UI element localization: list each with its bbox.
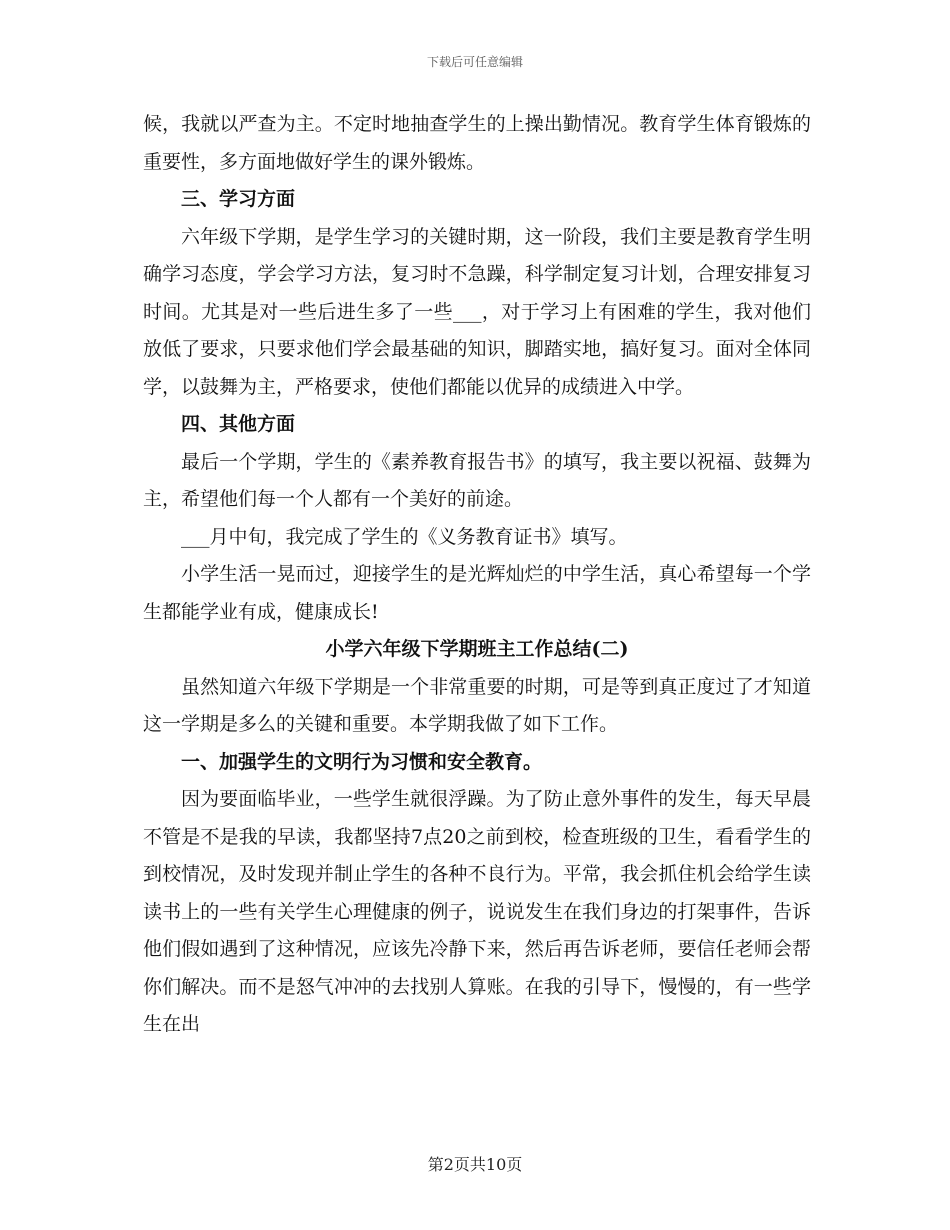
section-heading-other: 四、其他方面	[181, 413, 296, 435]
paragraph: 小学生活一晃而过，迎接学生的是光辉灿烂的中学生活，真心希望每一个学生都能学业有成，健康成长!	[143, 563, 811, 623]
paragraph: 候，我就以严查为主。不定时地抽查学生的上操出勤情况。教育学生体育锻炼的重要性，多方面地做好学生的课外锻炼。	[143, 113, 811, 173]
paragraph: 因为要面临毕业，一些学生就很浮躁。为了防止意外事件的发生，每天早晨不管是不是我的早读，我都坚持7点20之前到校，检查班级的卫生，看看学生的到校情况，及时发现并制止学生的各种不良行为。平常，我会抓住机会给学生读读书上的一些有关学生心理健康的例子，说说发生在我们身边的打架事件，告诉他们假如遇到了这种情况，应该先冷静下来，然后再告诉老师，要信任老师会帮你们解决。而不是怒气冲冲的去找别人算账。在我的引导下，慢慢的，有一些学生在出	[143, 788, 811, 1035]
document-title: 小学六年级下学期班主工作总结(二)	[325, 638, 629, 660]
paragraph: 六年级下学期，是学生学习的关键时期，这一阶段，我们主要是教育学生明确学习态度，学会学习方法，复习时不急躁，科学制定复习计划，合理安排复习时间。尤其是对一些后进生多了一些___，对于学习上有困难的学生，我对他们放低了要求，只要求他们学会最基础的知识，脚踏实地，搞好复习。面对全体同学，以鼓舞为主，严格要求，使他们都能以优异的成绩进入中学。	[143, 225, 811, 398]
paragraph: ___月中旬，我完成了学生的《义务教育证书》填写。	[181, 525, 628, 548]
paragraph: 最后一个学期，学生的《素养教育报告书》的填写，我主要以祝福、鼓舞为主，希望他们每一个人都有一个美好的前途。	[143, 450, 811, 510]
paragraph: 虽然知道六年级下学期是一个非常重要的时期，可是等到真正度过了才知道这一学期是多么的关键和重要。本学期我做了如下工作。	[143, 675, 811, 735]
section-heading-behavior: 一、加强学生的文明行为习惯和安全教育。	[181, 750, 543, 773]
page-footer: 第2页共10页	[427, 1155, 523, 1174]
page-header: 下载后可任意编辑	[426, 55, 523, 69]
section-heading-study: 三、学习方面	[181, 188, 296, 210]
document-body	[143, 106, 811, 1044]
